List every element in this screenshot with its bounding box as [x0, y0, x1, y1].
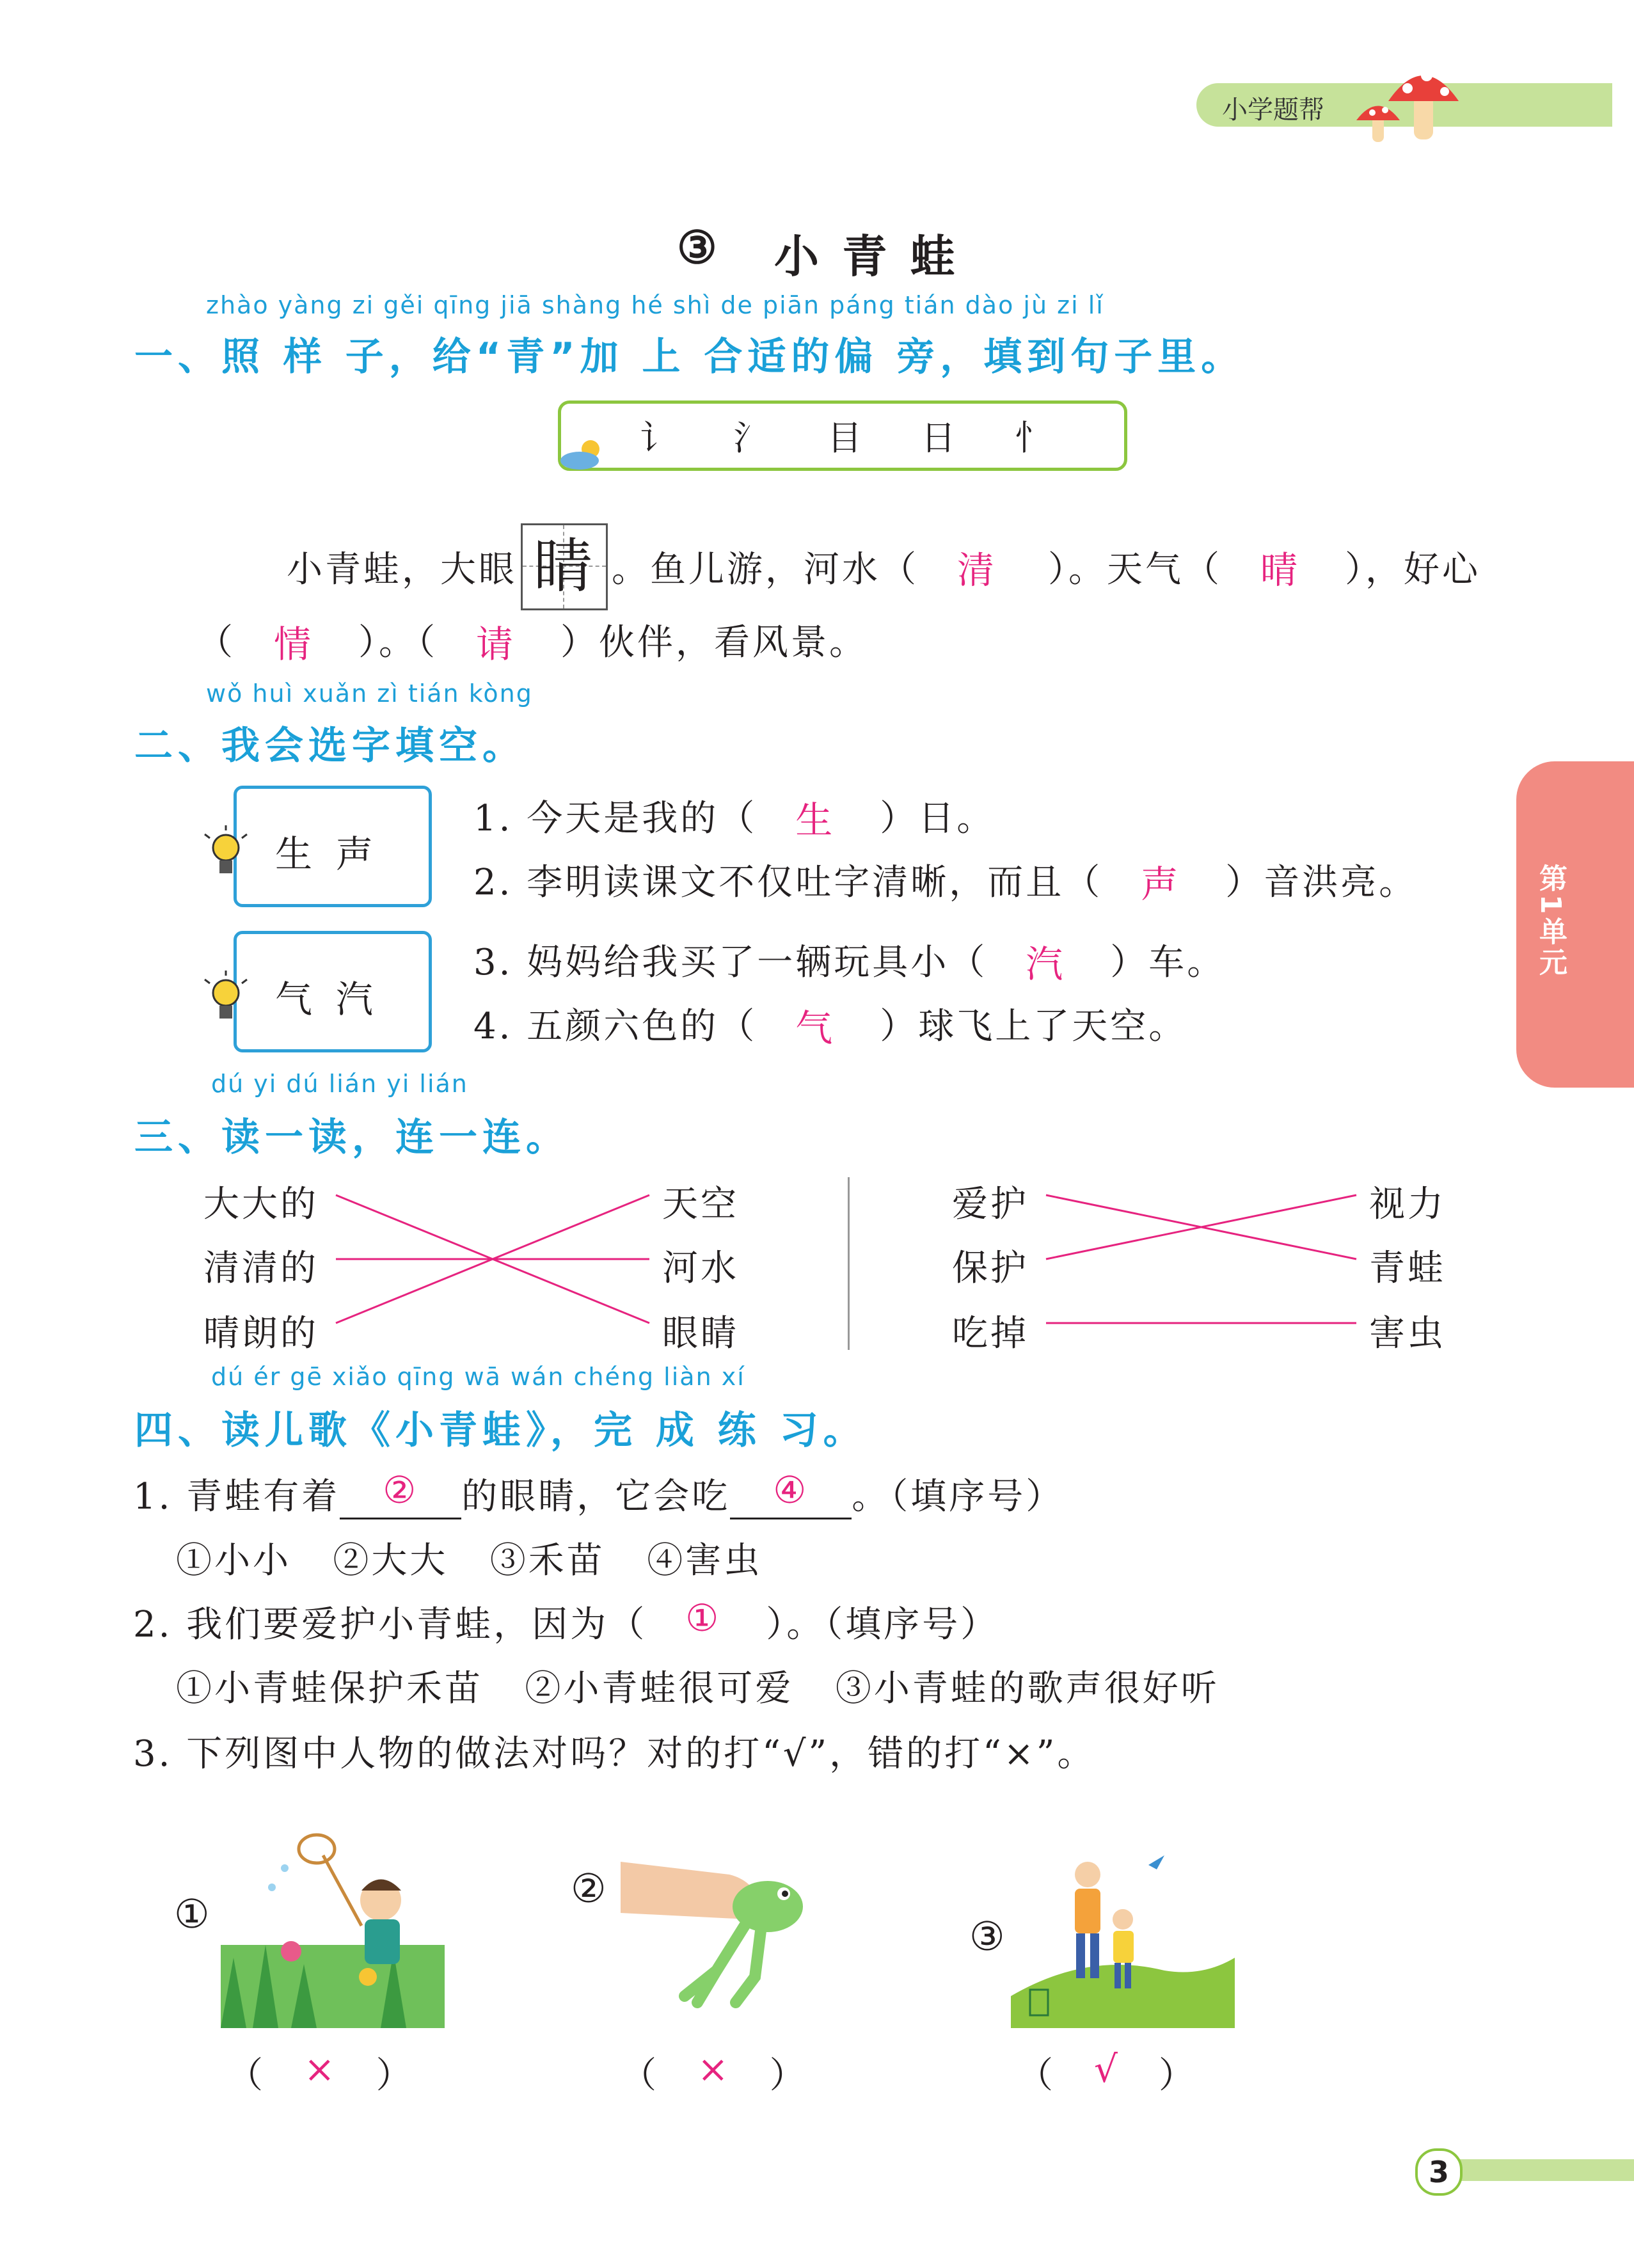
- q4-title: 四、读儿歌《小青蛙》，完 成 练 习。: [134, 1408, 867, 1453]
- lesson-title: 小 青 蛙: [774, 230, 959, 283]
- q1-pinyin: zhào yàng zi gěi qīng jiā shàng hé shì de piān páng tián dào jù zi lǐ: [206, 291, 1104, 319]
- radical-item: 氵: [733, 418, 768, 458]
- q2-title: 二、我会选字填空。: [134, 724, 526, 768]
- answer-paren: [1017, 2047, 1197, 2098]
- text: ）。天气（: [1048, 549, 1223, 591]
- example-char: 睛: [533, 532, 595, 601]
- text: 。（填序号）: [852, 1476, 1065, 1518]
- match-left-b: 河水: [662, 1248, 739, 1289]
- text: 2. 李明读课文不仅吐字清晰，而且（: [473, 862, 1103, 903]
- text: 2. 我们要爱护小青蛙，因为（: [133, 1604, 647, 1645]
- answer-blank: ②: [340, 1468, 461, 1519]
- text: ）球飞上了天空。: [880, 1006, 1187, 1047]
- q4-part3: 3. 下列图中人物的做法对吗？对的打“√”，错的打“×”。: [133, 1733, 1096, 1775]
- text: 。鱼儿游，河水（: [612, 549, 919, 591]
- answer-text: 清: [957, 548, 997, 592]
- text: ）伙伴，看风景。: [560, 622, 868, 663]
- q4-part1: [133, 1468, 1064, 1519]
- paren: ）: [769, 2055, 808, 2097]
- text: 3. 妈妈给我买了一辆玩具小（: [473, 942, 988, 983]
- lesson-number: ③: [677, 221, 717, 274]
- match-left-a: 清清的: [203, 1248, 319, 1289]
- answer-paren: [227, 2047, 415, 2098]
- father-and-son-illustration: [1011, 1843, 1235, 2028]
- answer-paren: [621, 2047, 808, 2098]
- paren: （: [1017, 2055, 1056, 2097]
- match-left-a: 晴朗的: [203, 1313, 319, 1354]
- match-right-a: 保护: [952, 1248, 1029, 1289]
- text: ）日。: [880, 798, 995, 839]
- unit-side-tab-label: 第1单元: [1534, 864, 1567, 978]
- match-right-b: 害虫: [1369, 1313, 1446, 1354]
- footer-bar: [1452, 2159, 1634, 2181]
- q3-pinyin: dú yi dú lián yi lián: [211, 1070, 468, 1098]
- radical-item: 讠: [640, 418, 674, 458]
- text: ），好心: [1345, 549, 1481, 591]
- match-right-a: 吃掉: [952, 1313, 1029, 1354]
- choice-box-text: 气 汽: [275, 978, 373, 1021]
- answer-text: 情: [274, 623, 314, 666]
- answer-text: 汽: [1026, 942, 1066, 986]
- match-left-b: 天空: [662, 1184, 739, 1225]
- text: 1. 青蛙有着: [133, 1476, 340, 1518]
- answer-mark: √: [1094, 2047, 1120, 2091]
- match-right-b: 青蛙: [1369, 1248, 1446, 1289]
- radical-item: 忄: [1015, 418, 1049, 458]
- q3-title: 三、读一读，连一连。: [134, 1115, 569, 1160]
- match-left-b: 眼睛: [662, 1313, 739, 1354]
- answer-mark: ×: [697, 2047, 731, 2091]
- answer-text: ①: [685, 1596, 722, 1640]
- text: 4. 五颜六色的（: [473, 1006, 758, 1047]
- boy-catching-insects-illustration: [221, 1830, 445, 2028]
- answer-mark: ×: [304, 2047, 338, 2091]
- text: 的眼睛，它会吃: [461, 1476, 731, 1518]
- answer-text: 生: [795, 798, 836, 842]
- match-right-a: 爱护: [952, 1184, 1029, 1225]
- q4-part2: [133, 1596, 999, 1647]
- answer-blank: ④: [730, 1468, 852, 1519]
- picture-number: ③: [969, 1913, 1005, 1960]
- q4-part1-options: ①小小 ②大大 ③禾苗 ④害虫: [176, 1540, 763, 1582]
- q2-pinyin: wǒ huì xuǎn zì tián kòng: [206, 679, 533, 708]
- choice-box-text: 生 声: [275, 832, 373, 876]
- text: 小青蛙，大眼: [287, 549, 517, 591]
- picture-number: ①: [174, 1891, 210, 1937]
- answer-text: 气: [795, 1006, 836, 1050]
- text: ）。（填序号）: [766, 1604, 999, 1645]
- q1-title: 一、照 样 子，给“青”加 上 合适的偏 旁，填到句子里。: [134, 335, 1245, 379]
- answer-text: 声: [1141, 862, 1181, 906]
- brand-label: 小学题帮: [1222, 95, 1324, 125]
- text: 1. 今天是我的（: [473, 798, 758, 839]
- text: （: [197, 622, 235, 663]
- answer-text: 请: [476, 623, 516, 666]
- paren: （: [227, 2055, 266, 2097]
- radical-item: 目: [827, 418, 862, 458]
- answer-text: 晴: [1260, 548, 1301, 592]
- paren: ）: [376, 2055, 415, 2097]
- match-left-a: 大大的: [203, 1184, 319, 1225]
- page-number: 3: [1428, 2155, 1449, 2189]
- paren: （: [621, 2055, 659, 2097]
- text: ）。（: [358, 622, 438, 663]
- page-number-badge: [1415, 2148, 1463, 2196]
- radical-item: 日: [921, 418, 956, 458]
- q4-pinyin: dú ér gē xiǎo qīng wā wán chéng liàn xí: [211, 1363, 745, 1391]
- picture-number: ②: [571, 1865, 607, 1912]
- match-right-b: 视力: [1369, 1184, 1446, 1225]
- paren: ）: [1158, 2055, 1197, 2097]
- text: ）音洪亮。: [1225, 862, 1418, 903]
- hand-holding-frog-illustration: [621, 1849, 845, 2009]
- text: ）车。: [1110, 942, 1226, 983]
- q4-part2-options: ①小青蛙保护禾苗 ②小青蛙很可爱 ③小青蛙的歌声很好听: [176, 1668, 1219, 1709]
